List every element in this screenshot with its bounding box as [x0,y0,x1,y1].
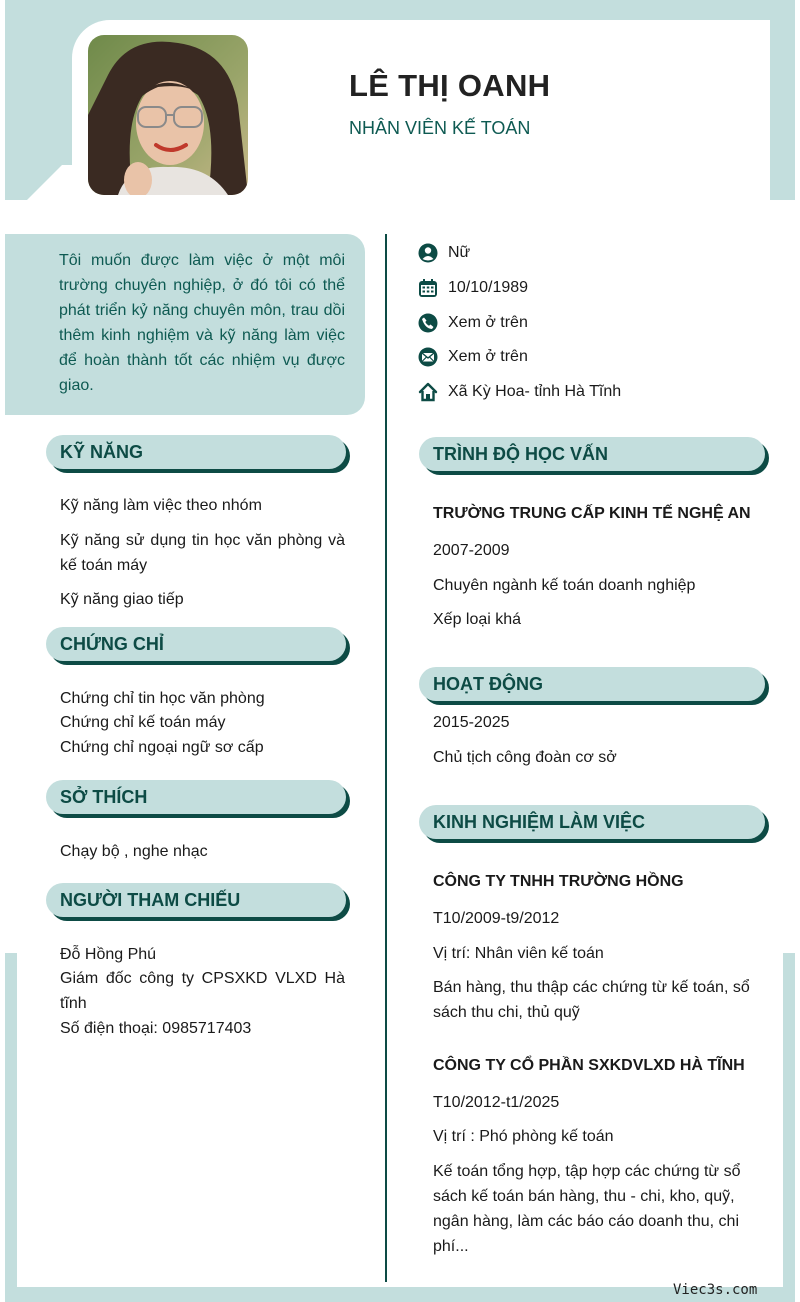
activities-heading: HOẠT ĐỘNG [419,667,765,701]
education-major: Chuyên ngành kế toán doanh nghiệp [433,577,696,594]
user-icon [418,243,438,263]
hobbies-text: Chạy bộ , nghe nhạc [60,843,208,860]
hobbies-heading: SỞ THÍCH [46,780,346,814]
job-title: NHÂN VIÊN KẾ TOÁN [349,118,531,138]
activity-period: 2015-2025 [433,714,510,731]
watermark: Viec3s.com [673,1282,758,1298]
education-school: TRƯỜNG TRUNG CẤP KINH TẾ NGHỆ AN [433,505,751,522]
phone-icon [418,313,438,333]
profile-photo [88,35,248,195]
activity-role: Chủ tịch công đoàn cơ sở [433,749,617,766]
certificate-item: Chứng chỉ tin học văn phòng [60,690,265,707]
job-period: T10/2009-t9/2012 [433,910,560,927]
job-description: Bán hàng, thu thập các chứng từ kế toán, sổ sách thu chi, thủ quỹ [433,979,750,1021]
contact-birthday: 10/10/1989 [418,278,528,298]
mail-icon [418,347,438,367]
job-company: CÔNG TY TNHH TRƯỜNG HỒNG [433,873,684,890]
reference-phone: Số điện thoại: 0985717403 [60,1020,252,1037]
reference-position: Giám đốc công ty CPSXKD VLXD Hà tĩnh [60,970,345,1012]
job-position: Vị trí : Phó phòng kế toán [433,1128,614,1145]
job-position: Vị trí: Nhân viên kế toán [433,945,604,962]
job-description: Kế toán tổng hợp, tập hợp các chứng từ sổ sách kế toán bán hàng, thu - chi, kho, quỹ, ngân hàng, làm các báo cáo doanh thu, chi phí... [433,1163,741,1255]
reference-name: Đỗ Hồng Phú [60,946,157,963]
job-period: T10/2012-t1/2025 [433,1094,560,1111]
skill-item: Kỹ năng sử dụng tin học văn phòng và kế toán máy [60,532,345,574]
education-grade: Xếp loại khá [433,611,522,628]
experience-heading: KINH NGHIỆM LÀM VIỆC [419,805,765,839]
certificates-heading: CHỨNG CHỈ [46,627,346,661]
career-objective [5,234,365,415]
certificate-item: Chứng chỉ ngoại ngữ sơ cấp [60,739,264,756]
contact-gender: Nữ [418,243,470,263]
contact-phone: Xem ở trên [418,313,528,333]
job-company: CÔNG TY CỔ PHẦN SXKDVLXD HÀ TĨNH [433,1057,745,1074]
candidate-name: LÊ THỊ OANH [349,68,551,103]
skill-item: Kỹ năng làm việc theo nhóm [60,497,262,514]
skill-item: Kỹ năng giao tiếp [60,591,184,608]
skills-heading: KỸ NĂNG [46,435,346,469]
column-divider [385,234,387,1282]
contact-address: Xã Kỳ Hoa- tỉnh Hà Tĩnh [418,382,621,402]
objective-text: Tôi muốn được làm việc ở một môi trường chuyên nghiệp, ở đó tôi có thể phát triển kỷ năng chuyên môn, trau dồi thêm kinh nghiệm và kỹ năng làm việc để hoàn thành tốt các nhiệm vụ được giao. [59,252,345,394]
education-period: 2007-2009 [433,542,510,559]
home-icon [418,382,438,402]
references-heading: NGƯỜI THAM CHIẾU [46,883,346,917]
education-heading: TRÌNH ĐỘ HỌC VẤN [419,437,765,471]
contact-email: Xem ở trên [418,347,528,367]
calendar-icon [418,278,438,298]
certificate-item: Chứng chỉ kế toán máy [60,714,226,731]
